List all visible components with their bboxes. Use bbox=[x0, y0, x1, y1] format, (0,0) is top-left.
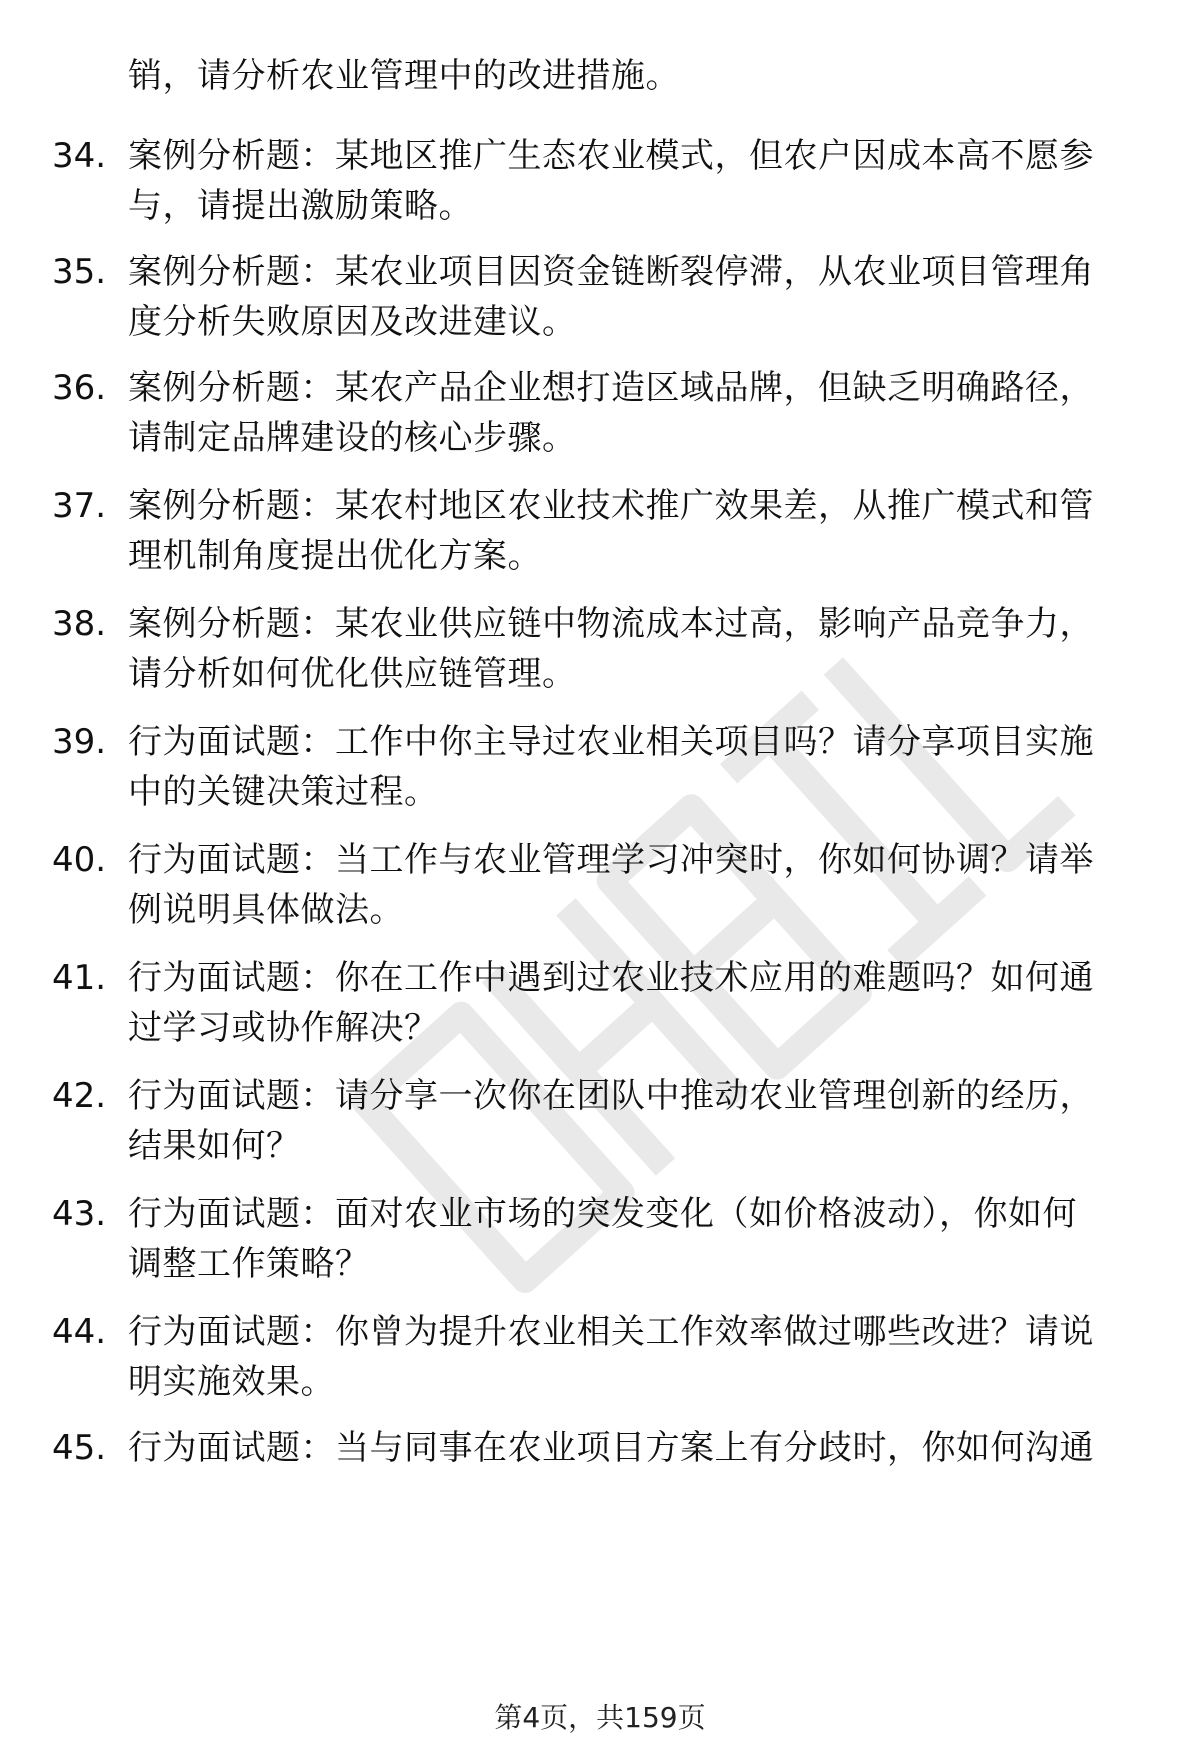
item-number: 35. bbox=[52, 252, 107, 292]
item-text-line-1: 行为面试题：当工作与农业管理学习冲突时，你如何协调？请举 bbox=[128, 840, 1094, 880]
item-number: 43. bbox=[52, 1194, 107, 1234]
item-text-line-2: 与，请提出激励策略。 bbox=[128, 186, 473, 226]
item-number: 37. bbox=[52, 486, 107, 526]
item-text-line-1: 行为面试题：你曾为提升农业相关工作效率做过哪些改进？请说 bbox=[128, 1312, 1094, 1352]
item-text-line-2: 例说明具体做法。 bbox=[128, 890, 404, 930]
item-number: 42. bbox=[52, 1076, 107, 1116]
item-text-line-1: 行为面试题：当与同事在农业项目方案上有分歧时，你如何沟通 bbox=[128, 1428, 1094, 1468]
item-text-line-2: 请制定品牌建设的核心步骤。 bbox=[128, 418, 577, 458]
item-text-line-1: 案例分析题：某农业供应链中物流成本过高，影响产品竞争力， bbox=[128, 604, 1094, 644]
item-text-line-1: 案例分析题：某农业项目因资金链断裂停滞，从农业项目管理角 bbox=[128, 252, 1094, 292]
item-text-line-1: 案例分析题：某地区推广生态农业模式，但农户因成本高不愿参 bbox=[128, 136, 1094, 176]
item-text-line-2: 理机制角度提出优化方案。 bbox=[128, 536, 542, 576]
page-footer: 第4页，共159页 bbox=[494, 1701, 706, 1734]
item-number: 36. bbox=[52, 368, 107, 408]
item-text-line-2: 请分析如何优化供应链管理。 bbox=[128, 654, 577, 694]
item-text-line-2: 中的关键决策过程。 bbox=[128, 772, 439, 812]
item-number: 44. bbox=[52, 1312, 107, 1352]
item-number: 34. bbox=[52, 136, 107, 176]
item-text-line-2: 明实施效果。 bbox=[128, 1362, 335, 1402]
item-number: 39. bbox=[52, 722, 107, 762]
item-text-line-1: 行为面试题：你在工作中遇到过农业技术应用的难题吗？如何通 bbox=[128, 958, 1094, 998]
item-text-line-2: 结果如何？ bbox=[128, 1126, 301, 1166]
item-text-line-1: 案例分析题：某农产品企业想打造区域品牌，但缺乏明确路径， bbox=[128, 368, 1094, 408]
item-number: 40. bbox=[52, 840, 107, 880]
item-number: 45. bbox=[52, 1428, 107, 1468]
item-number: 41. bbox=[52, 958, 107, 998]
item-text-line-1: 行为面试题：请分享一次你在团队中推动农业管理创新的经历， bbox=[128, 1076, 1094, 1116]
item-number: 38. bbox=[52, 604, 107, 644]
item-text-line-1: 行为面试题：工作中你主导过农业相关项目吗？请分享项目实施 bbox=[128, 722, 1094, 762]
item-text-line-2: 过学习或协作解决？ bbox=[128, 1008, 439, 1048]
item-text-line-1: 行为面试题：面对农业市场的突发变化（如价格波动），你如何 bbox=[128, 1194, 1077, 1234]
item-text-line-2: 调整工作策略？ bbox=[128, 1244, 370, 1284]
item-text-line-1: 案例分析题：某农村地区农业技术推广效果差，从推广模式和管 bbox=[128, 486, 1094, 526]
item-text-line-2: 度分析失败原因及改进建议。 bbox=[128, 302, 577, 342]
continuation-line: 销，请分析农业管理中的改进措施。 bbox=[128, 56, 680, 96]
